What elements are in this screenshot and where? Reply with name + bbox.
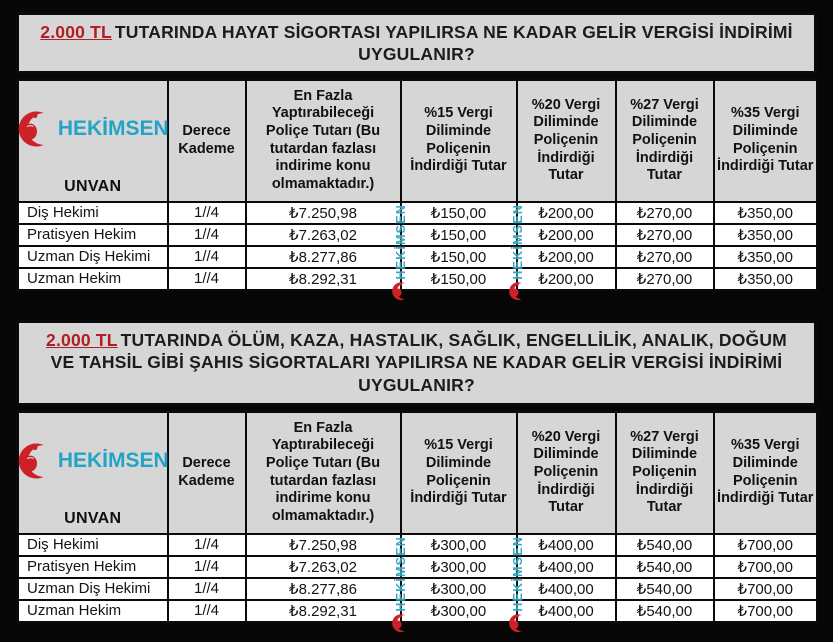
header-row [18, 412, 818, 534]
header-dilim-35: %35 Vergi Diliminde Poliçenin İndirdiği Tutar [714, 412, 818, 534]
header-dilim-20: %20 Vergi Diliminde Poliçenin İndirdiği Tutar [517, 80, 616, 202]
table-cell: 1//4 [168, 600, 246, 623]
table2-title-amount: 2.000 TL [46, 330, 118, 350]
table-cell: ₺400,00 [517, 578, 616, 600]
table-cell: ₺300,00 [401, 600, 517, 623]
header-dilim-27: %27 Vergi Diliminde Poliçenin İndirdiği Tutar [616, 412, 714, 534]
table-cell: ₺350,00 [714, 246, 818, 268]
hekimsen-logo [17, 81, 169, 177]
hekimsen-watermark-text: HEKİMSEN [511, 536, 525, 612]
table-cell: ₺270,00 [616, 246, 714, 268]
tax-deduction-table-hayat [16, 78, 819, 292]
hekimsen-crescent-fist-icon [17, 441, 57, 481]
table-cell: ₺700,00 [714, 600, 818, 623]
hekimsen-watermark-text: HEKİMSEN [511, 204, 525, 280]
table-cell: ₺200,00 [517, 224, 616, 246]
table-row [18, 556, 818, 578]
table-cell: 1//4 [168, 578, 246, 600]
table2-title [16, 320, 817, 406]
table-cell: Uzman Hekim [18, 600, 168, 623]
table-cell: ₺700,00 [714, 556, 818, 578]
table-cell: ₺8.277,86 [246, 246, 401, 268]
hekimsen-watermark-text: HEKİMSEN [394, 536, 408, 612]
table-cell: ₺540,00 [616, 578, 714, 600]
table-cell: ₺200,00 [517, 202, 616, 224]
header-dilim-15: %15 Vergi Diliminde Poliçenin İndirdiği Tutar [401, 80, 517, 202]
table-cell: ₺150,00 [401, 224, 517, 246]
table-cell: 1//4 [168, 246, 246, 268]
header-derece-kademe: Derece Kademe [168, 412, 246, 534]
hekimsen-logo-block [19, 413, 167, 533]
hekimsen-logo-text: HEKİMSEN [57, 117, 169, 141]
hekimsen-logo [17, 413, 169, 509]
table-cell: Pratisyen Hekim [18, 556, 168, 578]
header-row [18, 80, 818, 202]
table-cell: ₺7.263,02 [246, 224, 401, 246]
table-cell: ₺8.277,86 [246, 578, 401, 600]
header-dilim-15: %15 Vergi Diliminde Poliçenin İndirdiği Tutar [401, 412, 517, 534]
table-cell: ₺700,00 [714, 534, 818, 556]
table-cell: 1//4 [168, 268, 246, 291]
table-cell: ₺270,00 [616, 202, 714, 224]
table-cell: ₺700,00 [714, 578, 818, 600]
unvan-column-label: UNVAN [64, 177, 122, 195]
hekimsen-watermark-text: HEKİMSEN [394, 204, 408, 280]
table-cell: Uzman Diş Hekimi [18, 246, 168, 268]
table-row [18, 600, 818, 623]
header-dilim-27: %27 Vergi Diliminde Poliçenin İndirdiği Tutar [616, 80, 714, 202]
hekimsen-logo-text: HEKİMSEN [57, 449, 169, 473]
table-cell: Uzman Diş Hekimi [18, 578, 168, 600]
header-unvan [18, 412, 168, 534]
header-unvan [18, 80, 168, 202]
hekimsen-logo-block [19, 81, 167, 201]
table-cell: 1//4 [168, 224, 246, 246]
table-row [18, 578, 818, 600]
table-cell: ₺200,00 [517, 246, 616, 268]
hekimsen-crescent-fist-icon [17, 109, 57, 149]
header-dilim-20: %20 Vergi Diliminde Poliçenin İndirdiği Tutar [517, 412, 616, 534]
tax-deduction-table-sahis [16, 410, 819, 624]
table-row [18, 534, 818, 556]
table-cell: 1//4 [168, 556, 246, 578]
table-cell: ₺270,00 [616, 268, 714, 291]
table-cell: ₺7.250,98 [246, 534, 401, 556]
table1-title-text: TUTARINDA HAYAT SİGORTASI YAPILIRSA NE KADAR GELİR VERGİSİ İNDİRİMİ UYGULANIR? [114, 22, 793, 65]
table-cell: ₺400,00 [517, 534, 616, 556]
table-cell: ₺150,00 [401, 268, 517, 291]
table-cell: Uzman Hekim [18, 268, 168, 291]
table2-title-text: TUTARINDA ÖLÜM, KAZA, HASTALIK, SAĞLIK, ENGELLİLİK, ANALIK, DOĞUM VE TAHSİL GİBİ ŞAHIS SİGORTALARI YAPILIRSA NE KADAR GELİR VERGİSİ İNDİRİMİ UYGULANIR? [50, 330, 787, 395]
table-cell: ₺350,00 [714, 268, 818, 291]
header-dilim-35: %35 Vergi Diliminde Poliçenin İndirdiği Tutar [714, 80, 818, 202]
table-row [18, 202, 818, 224]
table1-container [16, 78, 817, 292]
table-cell: Pratisyen Hekim [18, 224, 168, 246]
table-cell: Diş Hekimi [18, 202, 168, 224]
table-cell: 1//4 [168, 534, 246, 556]
table-cell: ₺350,00 [714, 202, 818, 224]
table-cell: Diş Hekimi [18, 534, 168, 556]
table-cell: ₺350,00 [714, 224, 818, 246]
table-cell: ₺540,00 [616, 600, 714, 623]
table-cell: ₺8.292,31 [246, 268, 401, 291]
table-row [18, 246, 818, 268]
header-police-tutari: En Fazla Yaptırabileceği Poliçe Tutarı (Bu tutardan fazlası indirime konu olmamaktadır.) [246, 412, 401, 534]
table-cell: ₺540,00 [616, 534, 714, 556]
table1-title [16, 12, 817, 74]
table-cell: 1//4 [168, 202, 246, 224]
table-cell: ₺300,00 [401, 556, 517, 578]
table-cell: ₺8.292,31 [246, 600, 401, 623]
table-row [18, 224, 818, 246]
table-row [18, 268, 818, 291]
header-police-tutari: En Fazla Yaptırabileceği Poliçe Tutarı (Bu tutardan fazlası indirime konu olmamaktadır.) [246, 80, 401, 202]
table2-container [16, 410, 817, 624]
table-cell: ₺150,00 [401, 246, 517, 268]
table-cell: ₺270,00 [616, 224, 714, 246]
unvan-column-label: UNVAN [64, 509, 122, 527]
table-cell: ₺150,00 [401, 202, 517, 224]
header-derece-kademe: Derece Kademe [168, 80, 246, 202]
table-cell: ₺400,00 [517, 556, 616, 578]
table-cell: ₺200,00 [517, 268, 616, 291]
table-cell: ₺7.250,98 [246, 202, 401, 224]
table-cell: ₺540,00 [616, 556, 714, 578]
table-cell: ₺400,00 [517, 600, 616, 623]
table-cell: ₺300,00 [401, 578, 517, 600]
table-cell: ₺300,00 [401, 534, 517, 556]
table1-title-amount: 2.000 TL [40, 22, 112, 42]
table-cell: ₺7.263,02 [246, 556, 401, 578]
